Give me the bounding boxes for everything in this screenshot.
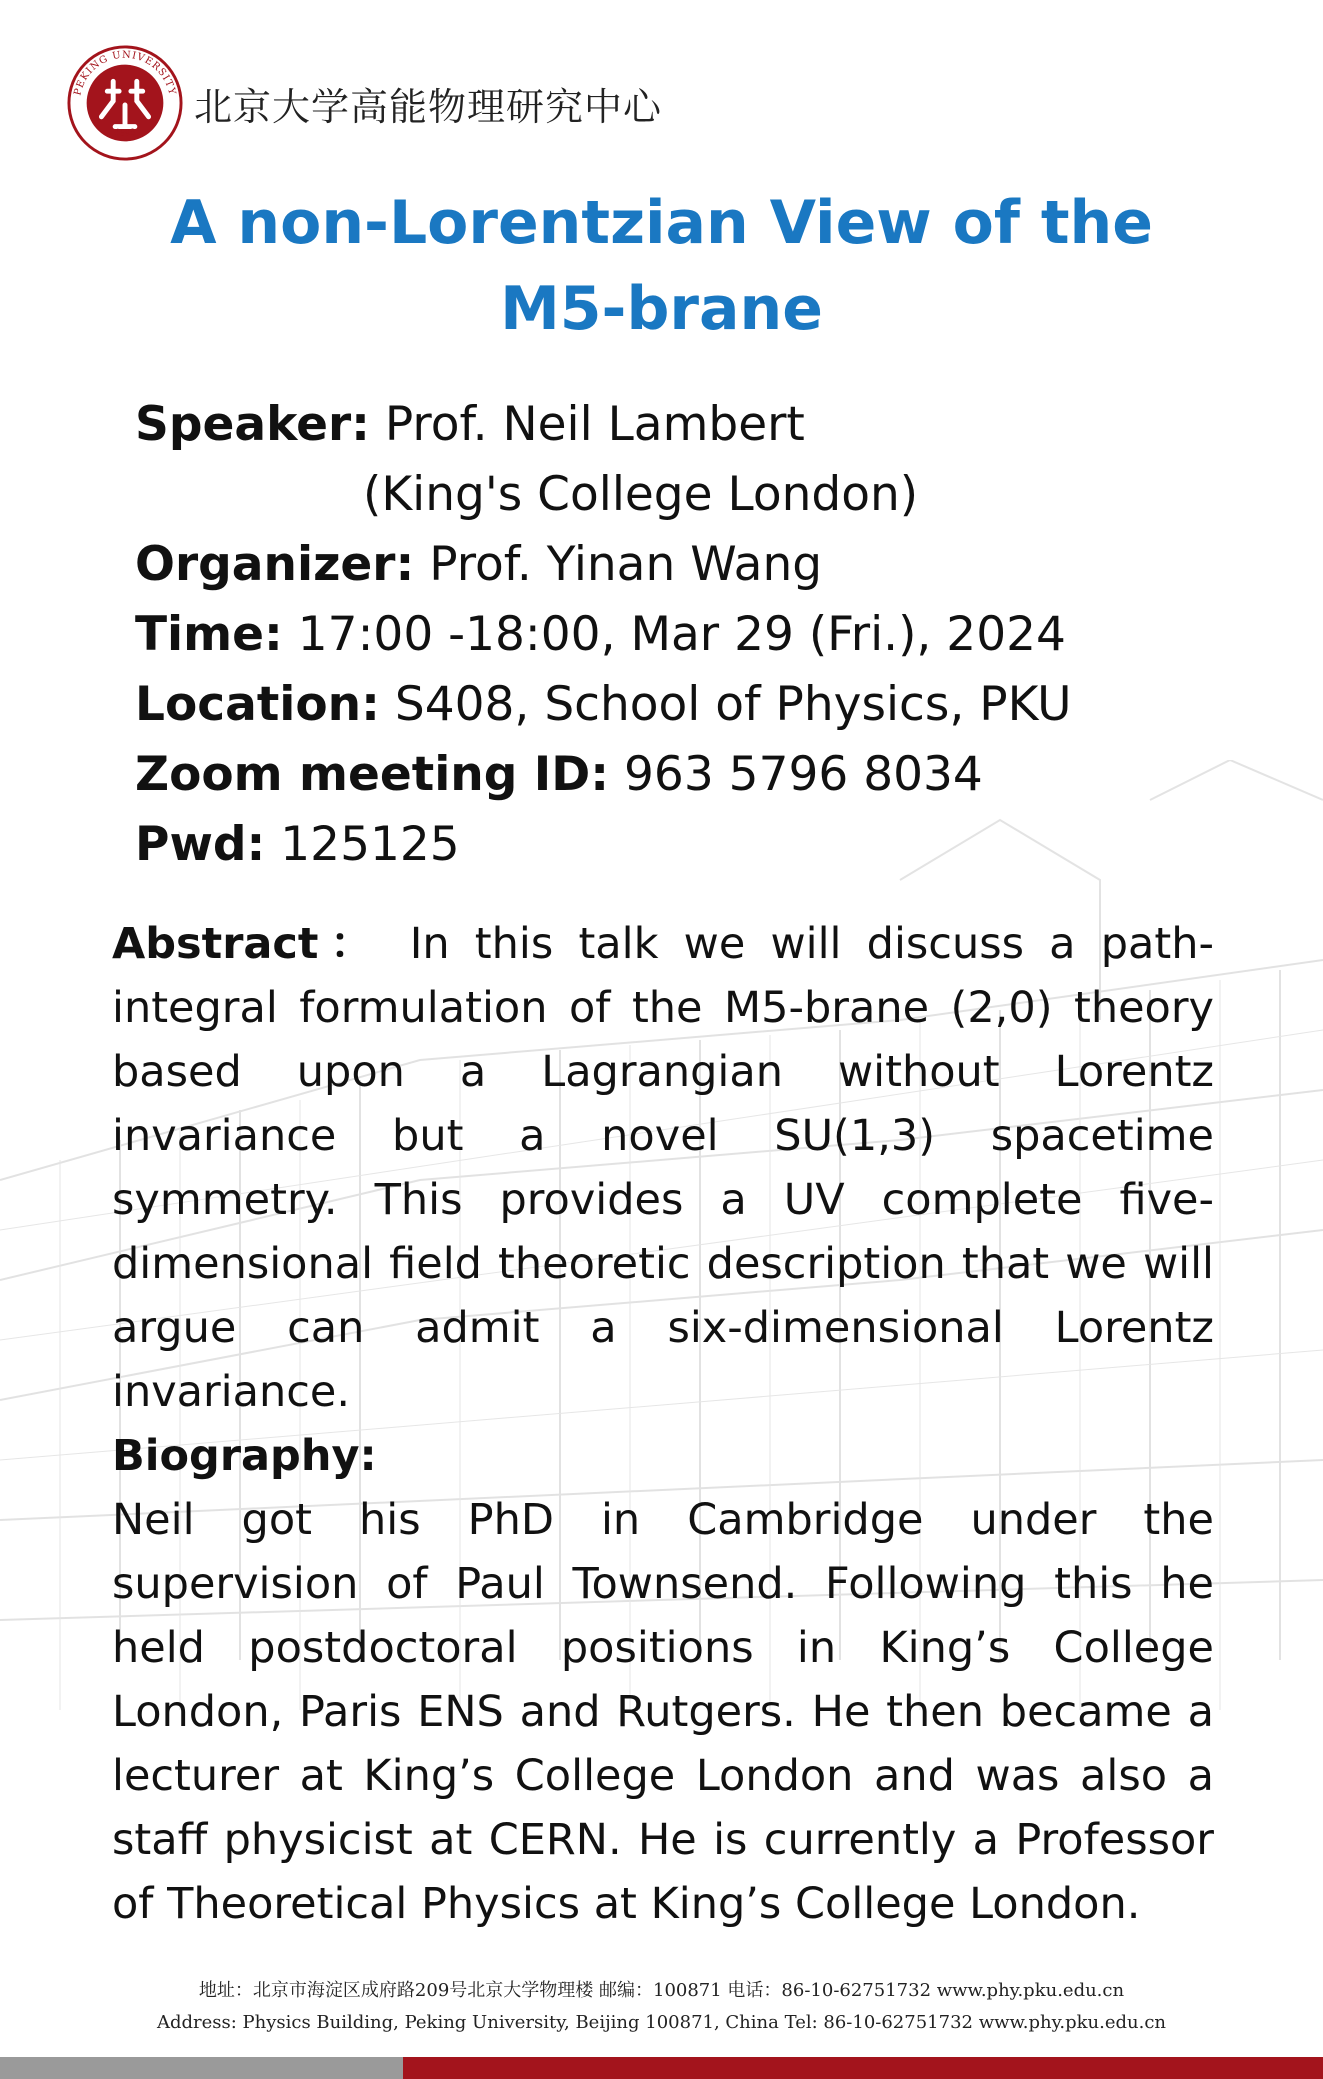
- pwd-row: [135, 810, 1072, 880]
- zoom-row: [135, 740, 1072, 810]
- zoom-value: 963 5796 8034: [624, 747, 983, 802]
- abstract-and-biography: [112, 912, 1214, 1936]
- footer-contact: [0, 1975, 1323, 2039]
- biography-text: Neil got his PhD in Cambridge under the supervision of Paul Townsend. Following this he held postdoctoral positions in King’s College London, Paris ENS and Rutgers. He then became a lecturer at King’s College London and was also a staff physicist at CERN. He is currently a Professor of Theoretical Physics at King’s College London.: [112, 1495, 1214, 1929]
- institute-name: 北京大学高能物理研究中心: [194, 84, 663, 129]
- time-label: Time:: [135, 607, 283, 662]
- organizer-row: [135, 530, 1072, 600]
- speaker-label: Speaker:: [135, 397, 370, 452]
- seal-year: 1898: [113, 127, 137, 140]
- location-label: Location:: [135, 677, 380, 732]
- event-info: [135, 390, 1072, 880]
- footer-address-chinese: 地址：北京市海淀区成府路209号北京大学物理楼 邮编：100871 电话：86-10-62751732 www.phy.pku.edu.cn: [198, 1980, 1125, 2001]
- speaker-row: [135, 390, 1072, 460]
- abstract-text: In this talk we will discuss a path-integral formulation of the M5-brane (2,0) theory based upon a Lagrangian without Lorentz invariance but a novel SU(1,3) spacetime symmetry. This provides a UV complete five-dimensional field theoretic description that we will argue can admit a six-dimensional Lorentz invariance.: [112, 919, 1214, 1417]
- title-line-2: M5-brane: [500, 274, 823, 344]
- svg-text:1898: [113, 128, 137, 140]
- seal-text: PEKING UNIVERSITY: [72, 49, 178, 97]
- pwd-label: Pwd:: [135, 817, 266, 872]
- pwd-value: 125125: [280, 817, 460, 872]
- zoom-label: Zoom meeting ID:: [135, 747, 610, 802]
- abstract-label: Abstract：: [112, 919, 385, 969]
- speaker-value: Prof. Neil Lambert: [384, 397, 805, 452]
- header: [66, 44, 662, 162]
- abstract-paragraph: [112, 912, 1214, 1424]
- location-row: [135, 670, 1072, 740]
- bottom-bar-red: [403, 2057, 1323, 2079]
- organizer-label: Organizer:: [135, 537, 415, 592]
- time-row: [135, 600, 1072, 670]
- bottom-bar-grey: [0, 2057, 403, 2079]
- title-line-1: A non-Lorentzian View of the: [170, 188, 1153, 258]
- peking-university-seal-logo: [66, 44, 184, 162]
- talk-title: [0, 180, 1323, 352]
- location-value: S408, School of Physics, PKU: [394, 677, 1072, 732]
- organizer-value: Prof. Yinan Wang: [429, 537, 823, 592]
- speaker-affiliation: (King's College London): [363, 467, 919, 522]
- time-value: 17:00 -18:00, Mar 29 (Fri.), 2024: [297, 607, 1066, 662]
- footer-address-english: Address: Physics Building, Peking University, Beijing 100871, China Tel: 86-10-62751732 www.phy.pku.edu.cn: [156, 2012, 1167, 2033]
- bottom-color-bar: [0, 2057, 1323, 2079]
- biography-label: Biography:: [112, 1431, 377, 1481]
